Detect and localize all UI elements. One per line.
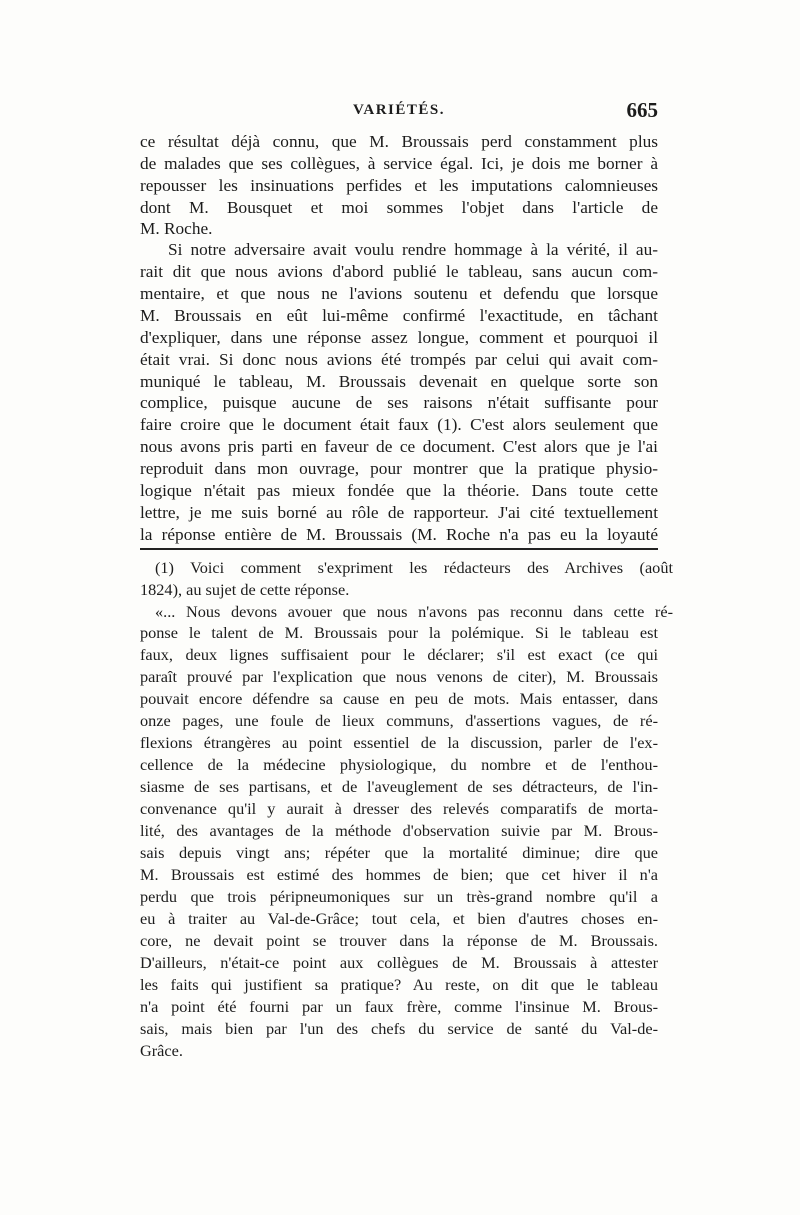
footnote-line: paraît prouvé par l'explication que nous venons de citer), M. Broussais	[140, 667, 658, 686]
footnote-line: cellence de la médecine physiologique, du nombre et de l'enthou-	[140, 755, 658, 774]
body-line: faire croire que le document était faux (1). C'est alors seulement que	[140, 415, 658, 434]
footnote-line: D'ailleurs, n'était-ce point aux collègues de M. Broussais à attester	[140, 953, 658, 972]
page-number: 665	[626, 98, 658, 122]
body-line: complice, puisque aucune de ses raisons n'était suffisante pour	[140, 393, 658, 412]
footnote-line: siasme de ses partisans, et de l'aveuglement de ses détracteurs, de l'in-	[140, 777, 658, 796]
running-title: VARIÉTÉS.	[352, 102, 445, 118]
body-line: nous avons pris parti en faveur de ce document. C'est alors que je l'ai	[140, 437, 658, 456]
footnote-line: flexions étrangères au point essentiel de la discussion, parler de l'ex-	[140, 733, 658, 752]
footnote-line: Grâce.	[140, 1041, 183, 1060]
body-line: M. Broussais en eût lui-même confirmé l'exactitude, en tâchant	[140, 306, 658, 325]
footnote-line: n'a point été fourni par un faux frère, comme l'insinue M. Brous-	[140, 997, 658, 1016]
footnote-line: «... Nous devons avouer que nous n'avons pas reconnu dans cette ré-	[155, 602, 673, 621]
body-line: de malades que ses collègues, à service égal. Ici, je dois me borner à	[140, 154, 658, 173]
footnote-rule	[140, 548, 658, 550]
body-line: repousser les insinuations perfides et les imputations calomnieuses	[140, 176, 658, 195]
body-line: mentaire, et que nous ne l'avions soutenu et defendu que lorsque	[140, 284, 658, 303]
body-line: reproduit dans mon ouvrage, pour montrer que la pratique physio-	[140, 459, 658, 478]
body-line: logique n'était pas mieux fondée que la théorie. Dans toute cette	[140, 481, 658, 500]
body-line: muniqué le tableau, M. Broussais devenait en quelque sorte son	[140, 372, 658, 391]
footnote-line: M. Broussais est estimé des hommes de bien; que cet hiver il n'a	[140, 865, 658, 884]
body-line: la réponse entière de M. Broussais (M. Roche n'a pas eu la loyauté	[140, 525, 658, 544]
body-line: dont M. Bousquet et moi sommes l'objet dans l'article de	[140, 198, 658, 217]
footnote-line: lité, des avantages de la méthode d'observation suivie par M. Brous-	[140, 821, 658, 840]
body-line: était vrai. Si donc nous avions été trompés par celui qui avait com-	[140, 350, 658, 369]
footnote-line: pouvait encore défendre sa cause en peu de mots. Mais entasser, dans	[140, 689, 658, 708]
footnote-line: perdu que trois péripneumoniques sur un très-grand nombre qu'il a	[140, 887, 658, 906]
footnote-line: sais depuis vingt ans; répéter que la mortalité diminue; dire que	[140, 843, 658, 862]
footnote-line: 1824), au sujet de cette réponse.	[140, 580, 350, 599]
footnote-line: ponse le talent de M. Broussais pour la polémique. Si le tableau est	[140, 623, 658, 642]
footnote-line: onze pages, une foule de lieux communs, d'assertions vagues, de ré-	[140, 711, 658, 730]
footnote-line: core, ne devait point se trouver dans la réponse de M. Broussais.	[140, 931, 658, 950]
body-line: lettre, je me suis borné au rôle de rapporteur. J'ai cité textuellement	[140, 503, 658, 522]
footnote-line: faux, deux lignes suffisaient pour le déclarer; s'il est exact (ce qui	[140, 645, 658, 664]
footnote-line: eu à traiter au Val-de-Grâce; tout cela, et bien d'autres choses en-	[140, 909, 658, 928]
body-line: d'expliquer, dans une réponse assez longue, comment et pourquoi il	[140, 328, 658, 347]
body-line: ce résultat déjà connu, que M. Broussais perd constamment plus	[140, 132, 658, 151]
body-line: M. Roche.	[140, 219, 213, 238]
footnote-line: convenance qu'il y aurait à dresser des relevés comparatifs de morta-	[140, 799, 658, 818]
body-line: rait dit que nous avions d'abord publié le tableau, sans aucun com-	[140, 262, 658, 281]
footnote-line: (1) Voici comment s'expriment les rédacteurs des Archives (août	[155, 558, 673, 577]
footnote-line: sais, mais bien par l'un des chefs du service de santé du Val-de-	[140, 1019, 658, 1038]
running-head	[140, 98, 658, 128]
footnote-line: les faits qui justifient sa pratique? Au reste, on dit que le tableau	[140, 975, 658, 994]
body-line: Si notre adversaire avait voulu rendre hommage à la vérité, il au-	[168, 240, 658, 259]
